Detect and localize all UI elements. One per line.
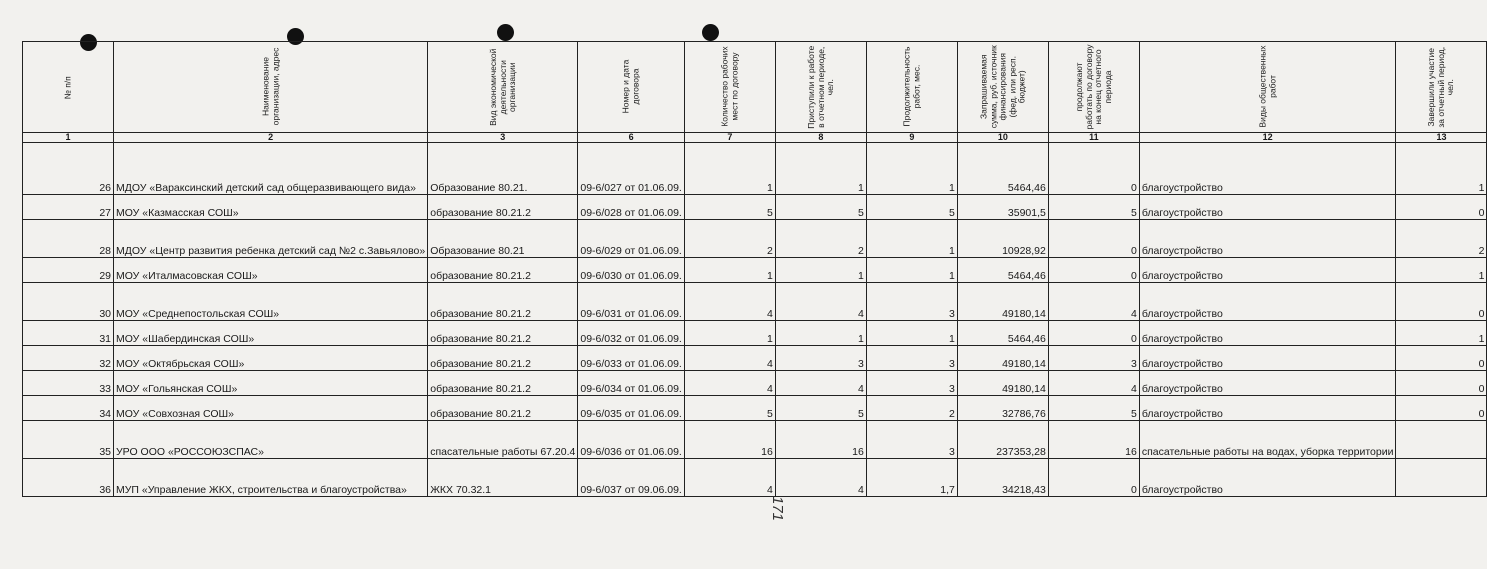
header-cell: Наименование организации, адрес <box>114 42 428 133</box>
org-name-cell: МОУ «Гольянская СОШ» <box>114 371 428 396</box>
column-number: 3 <box>428 133 578 143</box>
header-cell: Вид экономической деятельности организации <box>428 42 578 133</box>
started-cell: 4 <box>775 371 866 396</box>
table-row <box>23 459 1487 497</box>
finished-cell: 0 <box>1396 195 1487 220</box>
org-name-cell: МДОУ «Центр развития ребенка детский сад №2 с.Завьялово» <box>114 220 428 258</box>
org-name-cell: МОУ «Италмасовская СОШ» <box>114 258 428 283</box>
places-cell: 2 <box>684 220 775 258</box>
column-number: 2 <box>114 133 428 143</box>
contract-cell: 09-6/035 от 01.06.09. <box>578 396 685 421</box>
duration-cell: 3 <box>866 371 957 396</box>
work-type-cell: благоустройство <box>1139 143 1396 195</box>
finished-cell <box>1396 421 1487 459</box>
column-number-row <box>23 133 1487 143</box>
table-row <box>23 371 1487 396</box>
work-type-cell: благоустройство <box>1139 321 1396 346</box>
table-row <box>23 321 1487 346</box>
register-table <box>22 41 1487 497</box>
row-number: 29 <box>23 258 114 283</box>
sum-cell: 10928,92 <box>957 220 1048 258</box>
column-number: 11 <box>1048 133 1139 143</box>
continue-cell: 5 <box>1048 396 1139 421</box>
contract-cell: 09-6/034 от 01.06.09. <box>578 371 685 396</box>
activity-cell: образование 80.21.2 <box>428 346 578 371</box>
activity-cell: ЖКХ 70.32.1 <box>428 459 578 497</box>
column-number: 7 <box>684 133 775 143</box>
activity-cell: Образование 80.21 <box>428 220 578 258</box>
finished-cell: 1 <box>1396 321 1487 346</box>
row-number: 26 <box>23 143 114 195</box>
sum-cell: 5464,46 <box>957 143 1048 195</box>
row-number: 33 <box>23 371 114 396</box>
sum-cell: 49180,14 <box>957 371 1048 396</box>
work-type-cell: благоустройство <box>1139 220 1396 258</box>
activity-cell: Образование 80.21. <box>428 143 578 195</box>
column-number: 1 <box>23 133 114 143</box>
table-body <box>23 143 1487 497</box>
org-name-cell: УРО ООО «РОССОЮЗСПАС» <box>114 421 428 459</box>
places-cell: 4 <box>684 283 775 321</box>
table-row <box>23 143 1487 195</box>
places-cell: 1 <box>684 143 775 195</box>
table-row <box>23 396 1487 421</box>
work-type-cell: спасательные работы на водах, уборка территории <box>1139 421 1396 459</box>
header-cell: Запрашиваемая сумма, руб. источник финансирования (фед. или респ. бюджет) <box>957 42 1048 133</box>
finished-cell: 0 <box>1396 283 1487 321</box>
sum-cell: 34218,43 <box>957 459 1048 497</box>
continue-cell: 0 <box>1048 143 1139 195</box>
started-cell: 16 <box>775 421 866 459</box>
table-row <box>23 195 1487 220</box>
column-number: 10 <box>957 133 1048 143</box>
sum-cell: 35901,5 <box>957 195 1048 220</box>
started-cell: 1 <box>775 258 866 283</box>
started-cell: 1 <box>775 321 866 346</box>
continue-cell: 4 <box>1048 283 1139 321</box>
finished-cell <box>1396 459 1487 497</box>
places-cell: 16 <box>684 421 775 459</box>
column-number: 6 <box>578 133 685 143</box>
work-type-cell: благоустройство <box>1139 346 1396 371</box>
org-name-cell: МОУ «Среднепостольская СОШ» <box>114 283 428 321</box>
page-number: 171 <box>768 495 786 522</box>
work-type-cell: благоустройство <box>1139 459 1396 497</box>
continue-cell: 0 <box>1048 258 1139 283</box>
continue-cell: 16 <box>1048 421 1139 459</box>
sum-cell: 5464,46 <box>957 258 1048 283</box>
row-number: 35 <box>23 421 114 459</box>
header-cell: Количество рабочих мест по договору <box>684 42 775 133</box>
continue-cell: 0 <box>1048 321 1139 346</box>
activity-cell: образование 80.21.2 <box>428 371 578 396</box>
sum-cell: 49180,14 <box>957 283 1048 321</box>
duration-cell: 1 <box>866 143 957 195</box>
continue-cell: 4 <box>1048 371 1139 396</box>
duration-cell: 3 <box>866 283 957 321</box>
org-name-cell: МДОУ «Вараксинский детский сад общеразвивающего вида» <box>114 143 428 195</box>
started-cell: 4 <box>775 459 866 497</box>
activity-cell: образование 80.21.2 <box>428 396 578 421</box>
duration-cell: 1 <box>866 258 957 283</box>
activity-cell: образование 80.21.2 <box>428 195 578 220</box>
contract-cell: 09-6/027 от 01.06.09. <box>578 143 685 195</box>
work-type-cell: благоустройство <box>1139 396 1396 421</box>
row-number: 36 <box>23 459 114 497</box>
sum-cell: 49180,14 <box>957 346 1048 371</box>
activity-cell: образование 80.21.2 <box>428 321 578 346</box>
column-number: 13 <box>1396 133 1487 143</box>
started-cell: 2 <box>775 220 866 258</box>
row-number: 31 <box>23 321 114 346</box>
finished-cell: 2 <box>1396 220 1487 258</box>
header-cell: Виды общественных работ <box>1139 42 1396 133</box>
header-cell: Продолжительность работ, мес. <box>866 42 957 133</box>
started-cell: 1 <box>775 143 866 195</box>
continue-cell: 0 <box>1048 459 1139 497</box>
column-number: 9 <box>866 133 957 143</box>
org-name-cell: МОУ «Шабердинская СОШ» <box>114 321 428 346</box>
org-name-cell: МОУ «Совхозная СОШ» <box>114 396 428 421</box>
table-row <box>23 220 1487 258</box>
contract-cell: 09-6/031 от 01.06.09. <box>578 283 685 321</box>
duration-cell: 3 <box>866 346 957 371</box>
finished-cell: 0 <box>1396 396 1487 421</box>
places-cell: 1 <box>684 321 775 346</box>
contract-cell: 09-6/032 от 01.06.09. <box>578 321 685 346</box>
sum-cell: 237353,28 <box>957 421 1048 459</box>
sum-cell: 5464,46 <box>957 321 1048 346</box>
org-name-cell: МОУ «Казмасская СОШ» <box>114 195 428 220</box>
places-cell: 4 <box>684 346 775 371</box>
table-row <box>23 283 1487 321</box>
header-cell: Номер и дата договора <box>578 42 685 133</box>
table-row <box>23 258 1487 283</box>
duration-cell: 1 <box>866 321 957 346</box>
started-cell: 3 <box>775 346 866 371</box>
contract-cell: 09-6/033 от 01.06.09. <box>578 346 685 371</box>
duration-cell: 3 <box>866 421 957 459</box>
column-number: 8 <box>775 133 866 143</box>
places-cell: 4 <box>684 459 775 497</box>
places-cell: 5 <box>684 195 775 220</box>
places-cell: 1 <box>684 258 775 283</box>
contract-cell: 09-6/030 от 01.06.09. <box>578 258 685 283</box>
header-cell: № п/п <box>23 42 114 133</box>
started-cell: 5 <box>775 195 866 220</box>
duration-cell: 1,7 <box>866 459 957 497</box>
work-type-cell: благоустройство <box>1139 195 1396 220</box>
activity-cell: образование 80.21.2 <box>428 258 578 283</box>
row-number: 27 <box>23 195 114 220</box>
sum-cell: 32786,76 <box>957 396 1048 421</box>
contract-cell: 09-6/036 от 01.06.09. <box>578 421 685 459</box>
activity-cell: спасательные работы 67.20.4 <box>428 421 578 459</box>
duration-cell: 1 <box>866 220 957 258</box>
work-type-cell: благоустройство <box>1139 283 1396 321</box>
duration-cell: 5 <box>866 195 957 220</box>
places-cell: 4 <box>684 371 775 396</box>
org-name-cell: МУП «Управление ЖКХ, строительства и благоустройства» <box>114 459 428 497</box>
started-cell: 5 <box>775 396 866 421</box>
table-row <box>23 346 1487 371</box>
work-type-cell: благоустройство <box>1139 258 1396 283</box>
contract-cell: 09-6/037 от 09.06.09. <box>578 459 685 497</box>
continue-cell: 3 <box>1048 346 1139 371</box>
row-number: 30 <box>23 283 114 321</box>
column-number: 12 <box>1139 133 1396 143</box>
punch-hole-3 <box>497 24 514 41</box>
activity-cell: образование 80.21.2 <box>428 283 578 321</box>
punch-hole-4 <box>702 24 719 41</box>
contract-cell: 09-6/029 от 01.06.09. <box>578 220 685 258</box>
finished-cell: 0 <box>1396 346 1487 371</box>
row-number: 28 <box>23 220 114 258</box>
continue-cell: 0 <box>1048 220 1139 258</box>
header-cell: Приступили к работе в отчетном периоде, чел. <box>775 42 866 133</box>
header-cell: Завершили участие за отчетный период, чел. <box>1396 42 1487 133</box>
header-cell: продолжают работать по договору на конец отчетного периода <box>1048 42 1139 133</box>
places-cell: 5 <box>684 396 775 421</box>
header-row <box>23 42 1487 133</box>
contract-cell: 09-6/028 от 01.06.09. <box>578 195 685 220</box>
duration-cell: 2 <box>866 396 957 421</box>
table-row <box>23 421 1487 459</box>
finished-cell: 1 <box>1396 143 1487 195</box>
work-type-cell: благоустройство <box>1139 371 1396 396</box>
continue-cell: 5 <box>1048 195 1139 220</box>
org-name-cell: МОУ «Октябрьская СОШ» <box>114 346 428 371</box>
row-number: 34 <box>23 396 114 421</box>
started-cell: 4 <box>775 283 866 321</box>
row-number: 32 <box>23 346 114 371</box>
finished-cell: 1 <box>1396 258 1487 283</box>
finished-cell: 0 <box>1396 371 1487 396</box>
